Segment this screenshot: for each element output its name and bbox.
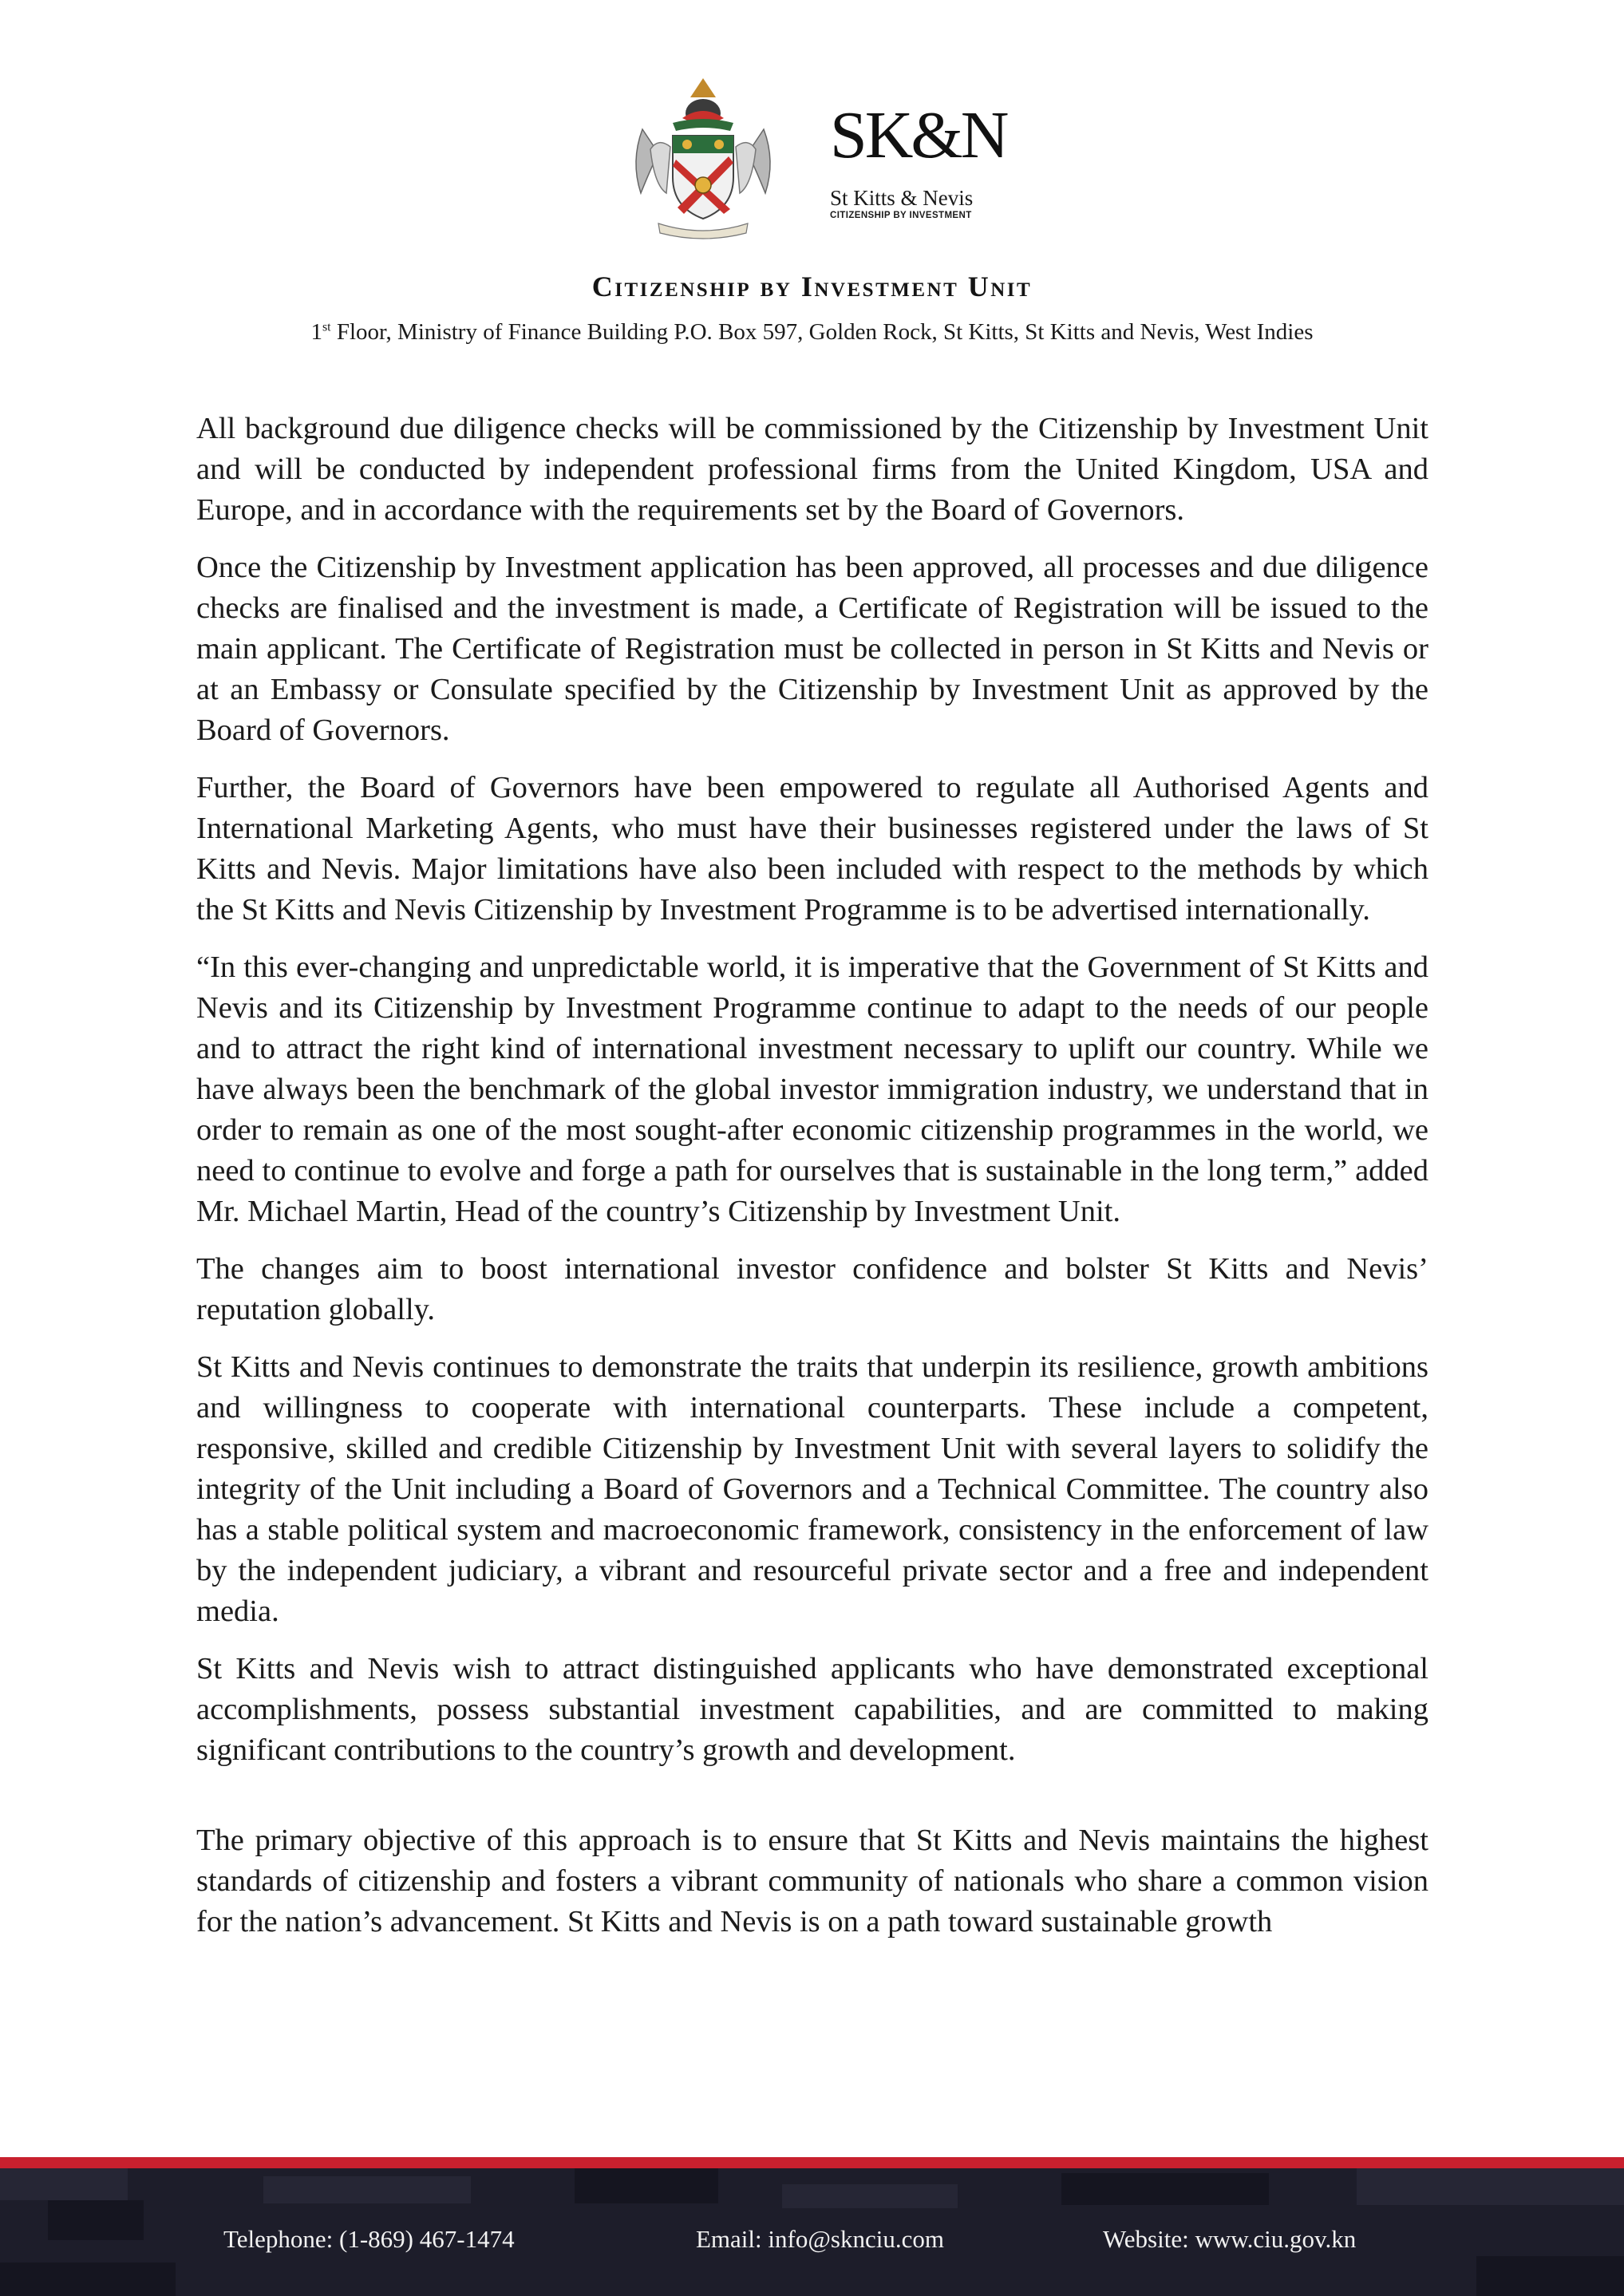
brand-mark: SK&N — [830, 98, 1007, 172]
footer-texture — [263, 2176, 471, 2203]
address-floor-suffix: st — [322, 320, 331, 334]
footer-texture — [48, 2200, 144, 2240]
address-floor-number: 1 — [310, 319, 322, 345]
footer-texture — [1357, 2168, 1624, 2205]
paragraph: St Kitts and Nevis continues to demonstrate the traits that underpin its resilience, growth ambitions and willingness to cooperate with international counterparts. These include a competent, responsive, skilled and credible Citizenship by Investment Unit with several layers to solidify the integrity of the Unit including a Board of Governors and a Technical Committee. The country also has a stable political system and macroeconomic framework, consistency in the enforcement of law by the independent judiciary, a vibrant and resourceful private sector and a free and independent media. — [196, 1350, 1428, 1628]
paragraph: “In this ever-changing and unpredictable world, it is imperative that the Government of St Kitts and Nevis and its Citizenship by Investment Programme continue to adapt to the needs of our people and to attract the right kind of international investment necessary to uplift our country. While we have always been the benchmark of the global investor immigration industry, we understand that in order to remain as one of the most sought-after economic citizenship programmes in the world, we need to continue to evolve and forge a path for ourselves that is sustainable in the long term,” added Mr. Michael Martin, Head of the country’s Citizenship by Investment Unit. — [196, 950, 1428, 1228]
coat-of-arms-icon — [626, 73, 780, 243]
paragraph: The primary objective of this approach is to ensure that St Kitts and Nevis maintains the highest standards of citizenship and fosters a vibrant community of nationals who share a common vision for the nation’s advancement. St Kitts and Nevis is on a path toward sustainable growth — [196, 1824, 1428, 1938]
address-rest: Floor, Ministry of Finance Building P.O. Box 597, Golden Rock, St Kitts, St Kitts and Nevis, West Indies — [330, 319, 1314, 345]
sknciu-logo — [830, 98, 1029, 220]
paragraph: The changes aim to boost international investor confidence and bolster St Kitts and Nevis’ reputation globally. — [196, 1252, 1428, 1326]
unit-address — [0, 319, 1624, 346]
footer-texture — [0, 2262, 176, 2296]
footer-email[interactable]: Email: info@sknciu.com — [696, 2225, 944, 2253]
paragraph: Once the Citizenship by Investment application has been approved, all processes and due diligence checks are finalised and the investment is made, a Certificate of Registration will be issued to the main applicant. The Certificate of Registration must be collected in person in St Kitts and Nevis or at an Embassy or Consulate specified by the Citizenship by Investment Unit as approved by the Board of Governors. — [196, 551, 1428, 747]
footer-texture — [1476, 2256, 1624, 2296]
footer-bar — [0, 2168, 1624, 2296]
footer-website[interactable]: Website: www.ciu.gov.kn — [1103, 2225, 1357, 2253]
footer-telephone: Telephone: (1-869) 467-1474 — [223, 2225, 515, 2253]
unit-title: Citizenship by Investment Unit — [591, 271, 1033, 302]
footer-texture — [575, 2168, 718, 2203]
paragraph: St Kitts and Nevis wish to attract distinguished applicants who have demonstrated exceptional accomplishments, possess substantial investment capabilities, and are committed to making significant contributions to the country’s growth and development. — [196, 1652, 1428, 1767]
document-body — [196, 409, 1428, 1959]
footer-accent-stripe — [0, 2157, 1624, 2168]
paragraph: All background due diligence checks will be commissioned by the Citizenship by Investment Unit and will be conducted by independent professional firms from the United Kingdom, USA and Europe, and in accordance with the requirements set by the Board of Governors. — [196, 412, 1428, 527]
brand-subtitle: CITIZENSHIP BY INVESTMENT — [830, 211, 972, 220]
letterhead — [0, 0, 1624, 359]
footer-texture — [1061, 2173, 1269, 2205]
brand-name: St Kitts & Nevis — [830, 186, 974, 210]
footer-texture — [0, 2168, 128, 2200]
footer-texture — [782, 2184, 958, 2208]
paragraph: Further, the Board of Governors have been empowered to regulate all Authorised Agents and International Marketing Agents, who must have their businesses registered under the laws of St Kitts and Nevis. Major limitations have also been included with respect to the methods by which the St Kitts and Nevis Citizenship by Investment Programme is to be advertised internationally. — [196, 771, 1428, 927]
